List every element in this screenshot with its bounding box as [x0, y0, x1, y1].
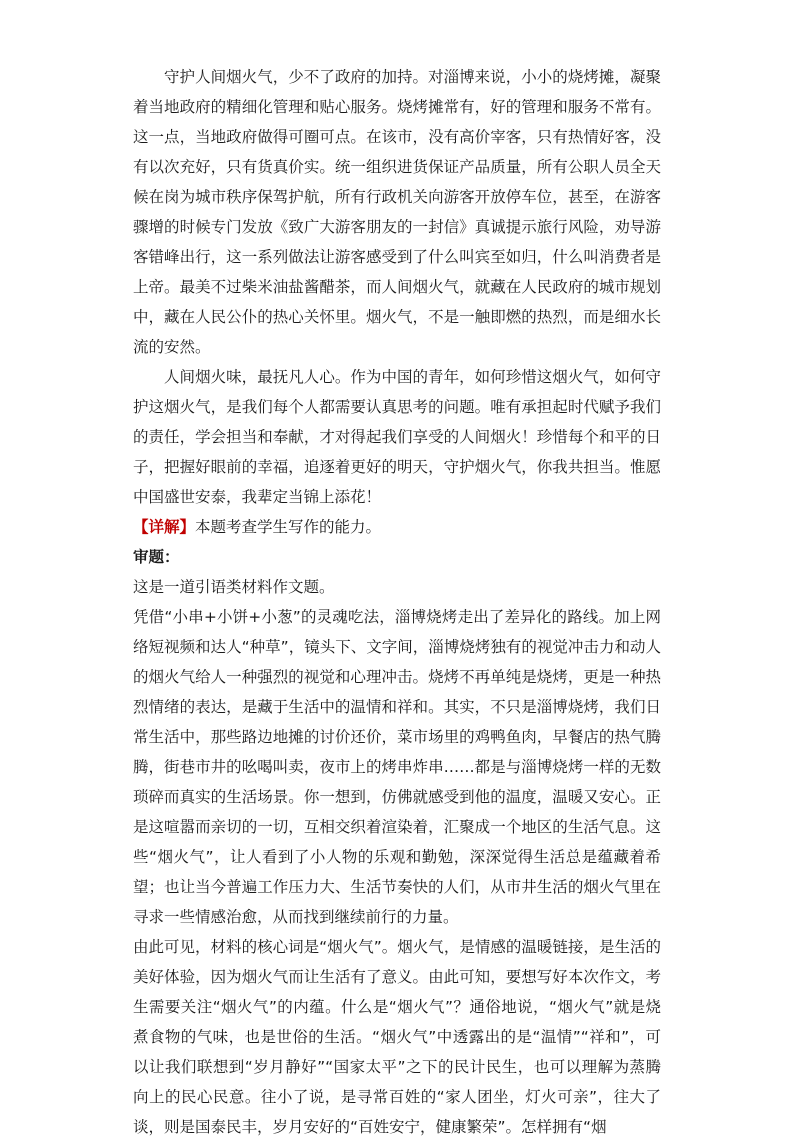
- paragraph-youth-responsibility: 人间烟火味，最抚凡人心。作为中国的青年，如何珍惜这烟火气，如何守护这烟火气，是我们每个人都需要认真思考的问题。唯有承担起时代赋予我们的责任，学会担当和奉献，才对得起我们享受的人间烟火！珍惜每个和平的日子，把握好眼前的幸福，追逐着更好的明天，守护烟火气，你我共担当。惟愿中国盛世安泰，我辈定当锦上添花！: [133, 368, 661, 506]
- paragraph-core-word: 由此可见，材料的核心词是“烟火气”。烟火气，是情感的温暖链接，是生活的美好体验，因为烟火气而让生活有了意义。由此可知，要想写好本次作文，考生需要关注“烟火气”的内蕴。什么是“烟火气”？通俗地说，“烟火气”就是烧煮食物的气味，也是世俗的生活。“烟火气”中透露出的是“温情”“祥和”，可以让我们联想到“岁月静好”“国家太平”之下的民计民生，也可以理解为蒸腾向上的民心民意。往小了说，是寻常百姓的“家人团坐，灯火可亲”，往大了谈，则是国泰民丰，岁月安好的“百姓安宁，健康繁荣”。怎样拥有“烟: [133, 938, 661, 1136]
- paragraph-material-analysis: 凭借“小串+小饼+小葱”的灵魂吃法，淄博烧烤走出了差异化的路线。加上网络短视频和达人“种草”，镜头下、文字间，淄博烧烤独有的视觉冲击力和动人的烟火气给人一种强烈的视觉和心理冲击。烧烤不再单纯是烧烤，更是一种热烈情绪的表达，是藏于生活中的温情和祥和。其实，不只是淄博烧烤，我们日常生活中，那些路边地摊的讨价还价，菜市场里的鸡鸭鱼肉，早餐店的热气腾腾，街巷市井的吆喝叫卖，夜市上的烤串炸串……都是与淄博烧烤一样的无数琐碎而真实的生活场景。你一想到，仿佛就感受到他的温度，温暖又安心。正是这喧嚣而亲切的一切，互相交织着渲染着，汇聚成一个地区的生活气息。这些“烟火气”，让人看到了小人物的乐观和勤勉，深深觉得生活总是蕴藏着希望；也让当今普遍工作压力大、生活节奏快的人们，从市井生活的烟火气里在寻求一些情感治愈，从而找到继续前行的力量。: [133, 608, 661, 926]
- explanation-text: 本题考查学生写作的能力。: [195, 518, 382, 536]
- paragraph-question-type: 这是一道引语类材料作文题。: [133, 578, 335, 596]
- paragraph-government-support: 守护人间烟火气，少不了政府的加持。对淄博来说，小小的烧烤摊，凝聚着当地政府的精细化管理和贴心服务。烧烤摊常有，好的管理和服务不常有。这一点，当地政府做得可圈可点。在该市，没有高价宰客，只有热情好客，没有以次充好，只有货真价实。统一组织进货保证产品质量，所有公职人员全天候在岗为城市秩序保驾护航，所有行政机关向游客开放停车位，甚至，在游客骤增的时候专门发放《致广大游客朋友的一封信》真诚提示旅行风险，劝导游客错峰出行，这一系列做法让游客感受到了什么叫宾至如归，什么叫消费者是上帝。最美不过柴米油盐酱醋茶，而人间烟火气，就藏在人民政府的城市规划中，藏在人民公仆的热心关怀里。烟火气，不是一触即燃的热烈，而是细水长流的安然。: [133, 68, 661, 356]
- explanation-label: 【详解】: [133, 518, 196, 536]
- paragraph-explanation: [133, 512, 661, 542]
- document-page: [133, 62, 661, 1142]
- section-heading-review: 审题：: [133, 548, 180, 566]
